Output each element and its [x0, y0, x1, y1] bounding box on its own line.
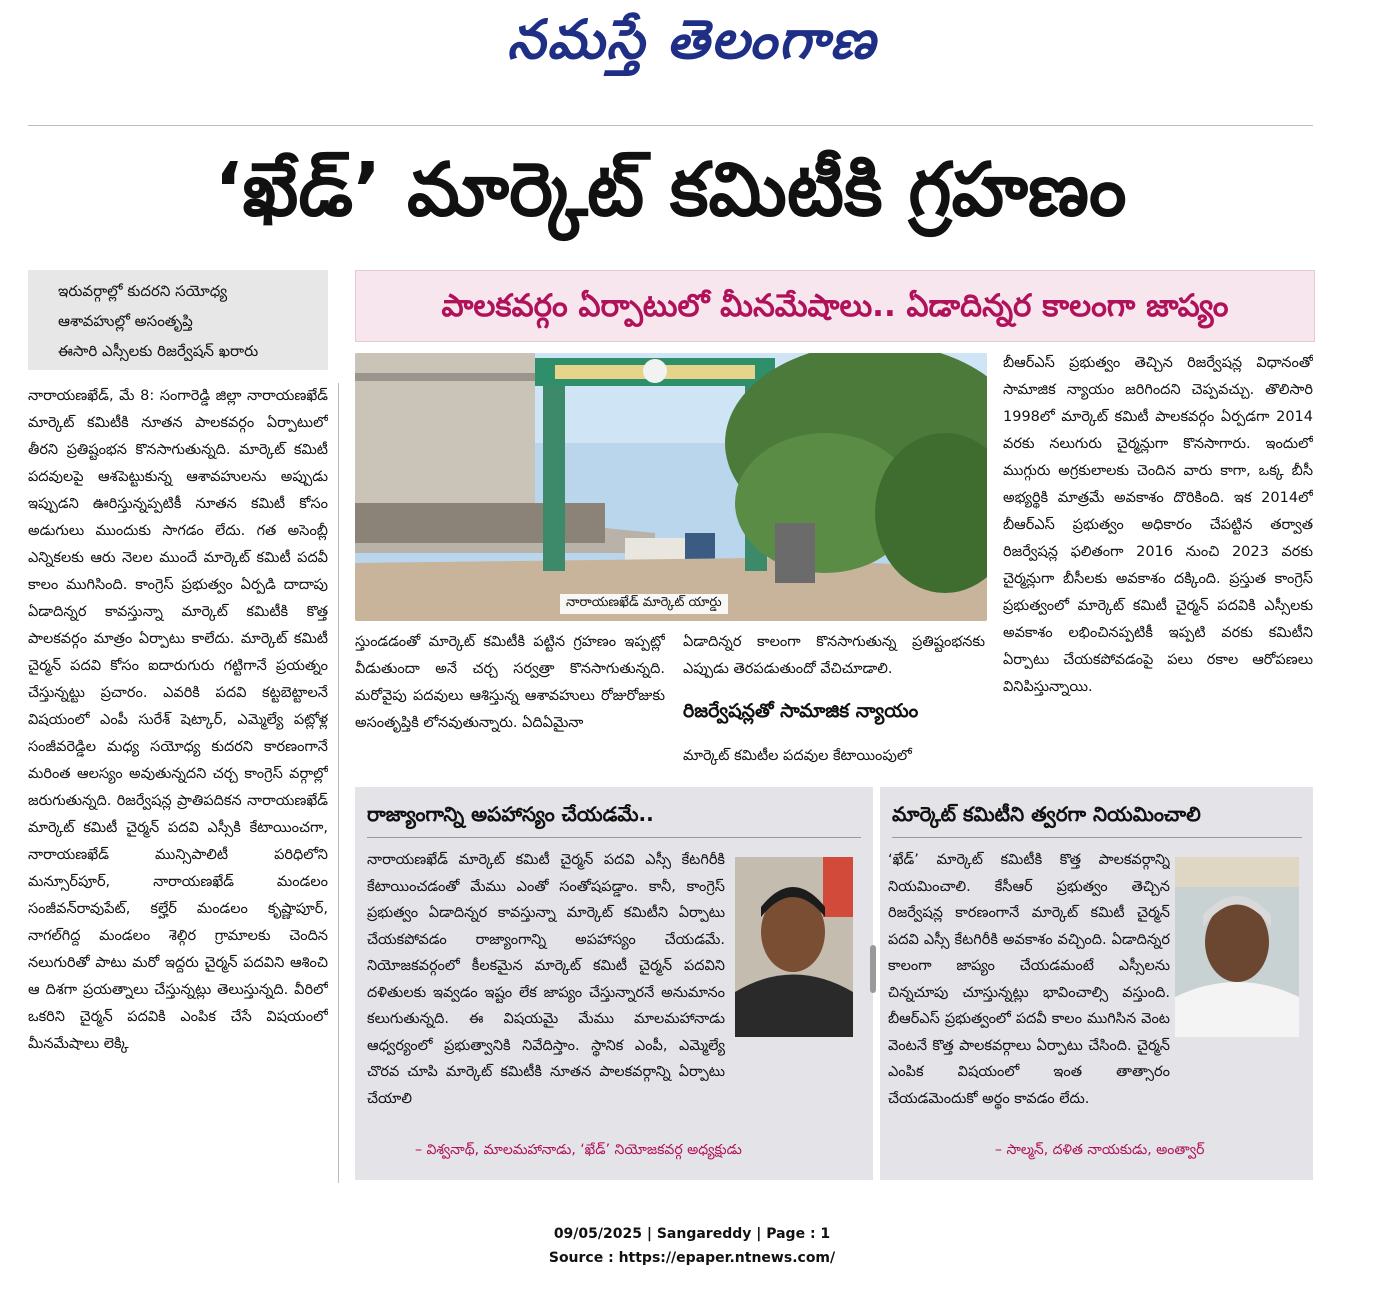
- masthead-logo: నమస్తే తెలంగాణ: [507, 8, 877, 71]
- article-column-mid-right: ఏడాదిన్నర కాలంగా కొనసాగుతున్న ప్రతిష్టంభనకు ఎప్పుడు తెరపడుతుందో వేచిచూడాలి.: [683, 634, 985, 677]
- quote-panel-vishwanath: [355, 787, 873, 1180]
- photo-caption: నారాయణఖేడ్ మార్కెట్ యార్డు: [560, 594, 728, 614]
- article-column-left: నారాయణఖేడ్, మే 8: సంగారెడ్డి జిల్లా నారాయణఖేడ్ మార్కెట్ కమిటీకి నూతన పాలకవర్గం ఏర్పాటులో తీరని ప్రతిష్టంభన కొనసాగుతున్నది. మార్కెట్ కమిటీ పదవులపై ఆశపెట్టుకున్న ఆశావహులను అప్పుడు ఇప్పుడని ఊరిస్తున్నప్పటికీ నూతన కమిటీ కోసం అడుగులు ముందుకు సాగడం లేదు. గత అసెంబ్లీ ఎన్నికలకు ఆరు నెలల ముందే మార్కెట్ కమిటీ పదవీ కాలం ముగిసింది. కాంగ్రెస్ ప్రభుత్వం ఏర్పడి దాదాపు ఏడాదిన్నర కావస్తున్నా మార్కెట్ కమిటీకి కొత్త పాలకవర్గం మాత్రం ఏర్పాటు కాలేదు. మార్కెట్ కమిటీ చైర్మన్ పదవి కోసం ఐదారుగురు గట్టిగానే ప్రయత్నం చేస్తున్నట్టు ప్రచారం. ఎవరికి పదవి కట్టబెట్టాలనే విషయంలో ఎంపీ సురేశ్ షెట్కార్, ఎమ్మెల్యే పట్లోళ్ల సంజీవరెడ్డిల మధ్య సయోధ్య కుదరని కారణంగానే మరింత ఆలస్యం అవుతున్నదని చర్చ కాంగ్రెస్ వర్గాల్లో జరుగుతున్నది. రిజర్వేషన్ల ప్రాతిపదికన నారాయణఖేడ్ మార్కెట్ కమిటీ చైర్మన్ పదవి ఎస్సీకి కేటాయించగా, నారాయణఖేడ్ మున్సిపాలిటీ పరిధిలోని మన్సూర్‌పూర్, నారాయణఖేడ్ మండలం సంజీవన్‌రావుపేట్, కల్హేర్ మండలం కృష్ణాపూర్, నాగల్‌గిద్ద మండలం శెల్గిర గ్రామాలకు చెందిన నలుగురితో పాటు మరో ఇద్దరు చైర్మన్ పదవిని ఆశించి ఆ దిశగా ప్రయత్నాలు చేస్తున్నట్లు తెలుస్తున్నది. వీరిలో ఒకరిని చైర్మన్ పదవికి ఎంపిక చేసే విషయంలో మీనమేషాలు లెక్కి: [28, 388, 328, 1052]
- highlight-item: ● ఆశావహుల్లో అసంతృప్తి: [58, 306, 328, 336]
- footer-source-link[interactable]: Source : https://epaper.ntnews.com/: [548, 1250, 836, 1266]
- quote-title-rule: [892, 837, 1302, 838]
- scrollbar-thumb[interactable]: [870, 945, 876, 993]
- section-subtitle: రిజర్వేషన్లతో సామాజిక న్యాయం: [683, 700, 919, 722]
- subheadline: పాలకవర్గం ఏర్పాటులో మీనమేషాలు.. ఏడాదిన్నర కాలంగా జాప్యం: [355, 270, 1315, 342]
- quote-title: రాజ్యాంగాన్ని అపహాస్యం చేయడమే..: [367, 802, 654, 826]
- highlights-box: [28, 270, 328, 370]
- salman-portrait: [1175, 857, 1299, 1037]
- market-yard-illustration: [355, 353, 987, 621]
- highlight-item: ● ఈసారి ఎస్సీలకు రిజర్వేషన్ ఖరారు: [58, 336, 328, 366]
- market-yard-photo: [355, 353, 987, 621]
- highlight-item: ● ఇరువర్గాల్లో కుదరని సయోధ్య: [58, 276, 328, 306]
- quote-text: ‘ఖేడ్’ మార్కెట్ కమిటీకి కొత్త పాలకవర్గాన్ని నియమించాలి. కేసీఆర్ ప్రభుత్వం తెచ్చిన రిజర్వేషన్ల కారణంగానే మార్కెట్ కమిటీ చైర్మన్ పదవి ఎస్సీ కేటగిరీకి అవకాశం వచ్చింది. ఏడాదిన్నర కాలంగా జాప్యం చేయడమంటే ఎస్సీలను చిన్నచూపు చూస్తున్నట్లు భావించాల్సి వస్తుంది. బీఆర్ఎస్ ప్రభుత్వంలో పదవీ కాలం ముగిసిన వెంట వెంటనే కొత్త పాలకవర్గాలు ఏర్పాటు చేసింది. చైర్మన్ ఎంపిక విషయంలో ఇంత తాత్సారం చేయడమెందుకో అర్థం కావడం లేదు.: [888, 852, 1170, 1107]
- quote-attribution: – విశ్వనాథ్, మాలమహానాడు, ‘ఖేడ్’ నియోజకవర్గ అధ్యక్షుడు: [415, 1142, 742, 1158]
- quote-panel-salman: [880, 787, 1313, 1180]
- quote-attribution: – సాల్మన్, దళిత నాయకుడు, అంత్వార్: [995, 1142, 1205, 1158]
- article-column-mid-left: స్తుండడంతో మార్కెట్ కమిటీకి పట్టిన గ్రహణం ఇప్పట్లో వీడుతుందా అనే చర్చ సర్వత్రా కొనసాగుతున్నది. మరోవైపు పదవులు ఆశిస్తున్న ఆశావహులు రోజురోజుకు అసంతృప్తికి లోనవుతున్నారు. ఏదిఏమైనా: [355, 634, 665, 731]
- article-column-right: బీఆర్ఎస్ ప్రభుత్వం తెచ్చిన రిజర్వేషన్ల విధానంతో సామాజిక న్యాయం జరిగిందని చెప్పవచ్చు. తొలిసారి 1998లో మార్కెట్ కమిటీ పాలకవర్గం ఏర్పడగా 2014 వరకు నలుగురు చైర్మన్లుగా కొనసాగారు. ఇందులో ముగ్గురు అగ్రకులాలకు చెందిన వారు కాగా, ఒక్క బీసీ అభ్యర్థికి మాత్రమే అవకాశం దొరికింది. ఇక 2014లో బీఆర్ఎస్ ప్రభుత్వం అధికారం చేపట్టిన తర్వాత రిజర్వేషన్ల ఫలితంగా 2016 నుంచి 2023 వరకు చైర్మన్లుగా బీసీలకు అవకాశం దక్కింది. ప్రస్తుత కాంగ్రెస్ ప్రభుత్వంలో మార్కెట్ కమిటీ చైర్మన్ పదవికి ఎస్సీలకు అవకాశం లభించినప్పటికీ ఇప్పటి వరకు కమిటీని ఏర్పాటు చేయకపోవడంపై పలు రకాల ఆరోపణలు వినిపిస్తున్నాయి.: [1003, 355, 1313, 695]
- quote-title: మార్కెట్ కమిటీని త్వరగా నియమించాలి: [892, 802, 1201, 826]
- footer-date-line: 09/05/2025 | Sangareddy | Page : 1: [553, 1226, 831, 1242]
- portrait-illustration: [735, 857, 853, 1037]
- headline: ‘ఖేడ్’ మార్కెట్ కమిటీకి గ్రహణం: [214, 147, 1127, 233]
- quote-text: నారాయణఖేడ్ మార్కెట్ కమిటీ చైర్మన్ పదవి ఎస్సీ కేటగిరీకి కేటాయించడంతో మేము ఎంతో సంతోషపడ్డాం. కానీ, కాంగ్రెస్ ప్రభుత్వం ఏడాదిన్నర కావస్తున్నా మార్కెట్ కమిటీని ఏర్పాటు చేయకపోవడం రాజ్యాంగాన్ని అపహాస్యం చేయడమే. నియోజకవర్గంలో కీలకమైన మార్కెట్ కమిటీ చైర్మన్ పదవిని దళితులకు ఇవ్వడం ఇష్టం లేక జాప్యం చేస్తున్నారనే అనుమానం కలుగుతున్నది. ఈ విషయమై మేము మాలమహానాడు ఆధ్వర్యంలో ప్రభుత్వానికి నివేదిస్తాం. స్థానిక ఎంపీ, ఎమ్మెల్యే చొరవ చూపి మార్కెట్ కమిటీకి నూతన పాలకవర్గాన్ని ఏర్పాటు చేయాలి: [367, 852, 725, 1107]
- portrait-illustration: [1175, 857, 1299, 1037]
- column-divider: [338, 383, 339, 1183]
- article-column-mid-right-cont: మార్కెట్ కమిటీల పదవుల కేటాయింపులో: [683, 748, 912, 764]
- quote-title-rule: [367, 837, 861, 838]
- header-divider: [28, 125, 1313, 126]
- vishwanath-portrait: [735, 857, 853, 1037]
